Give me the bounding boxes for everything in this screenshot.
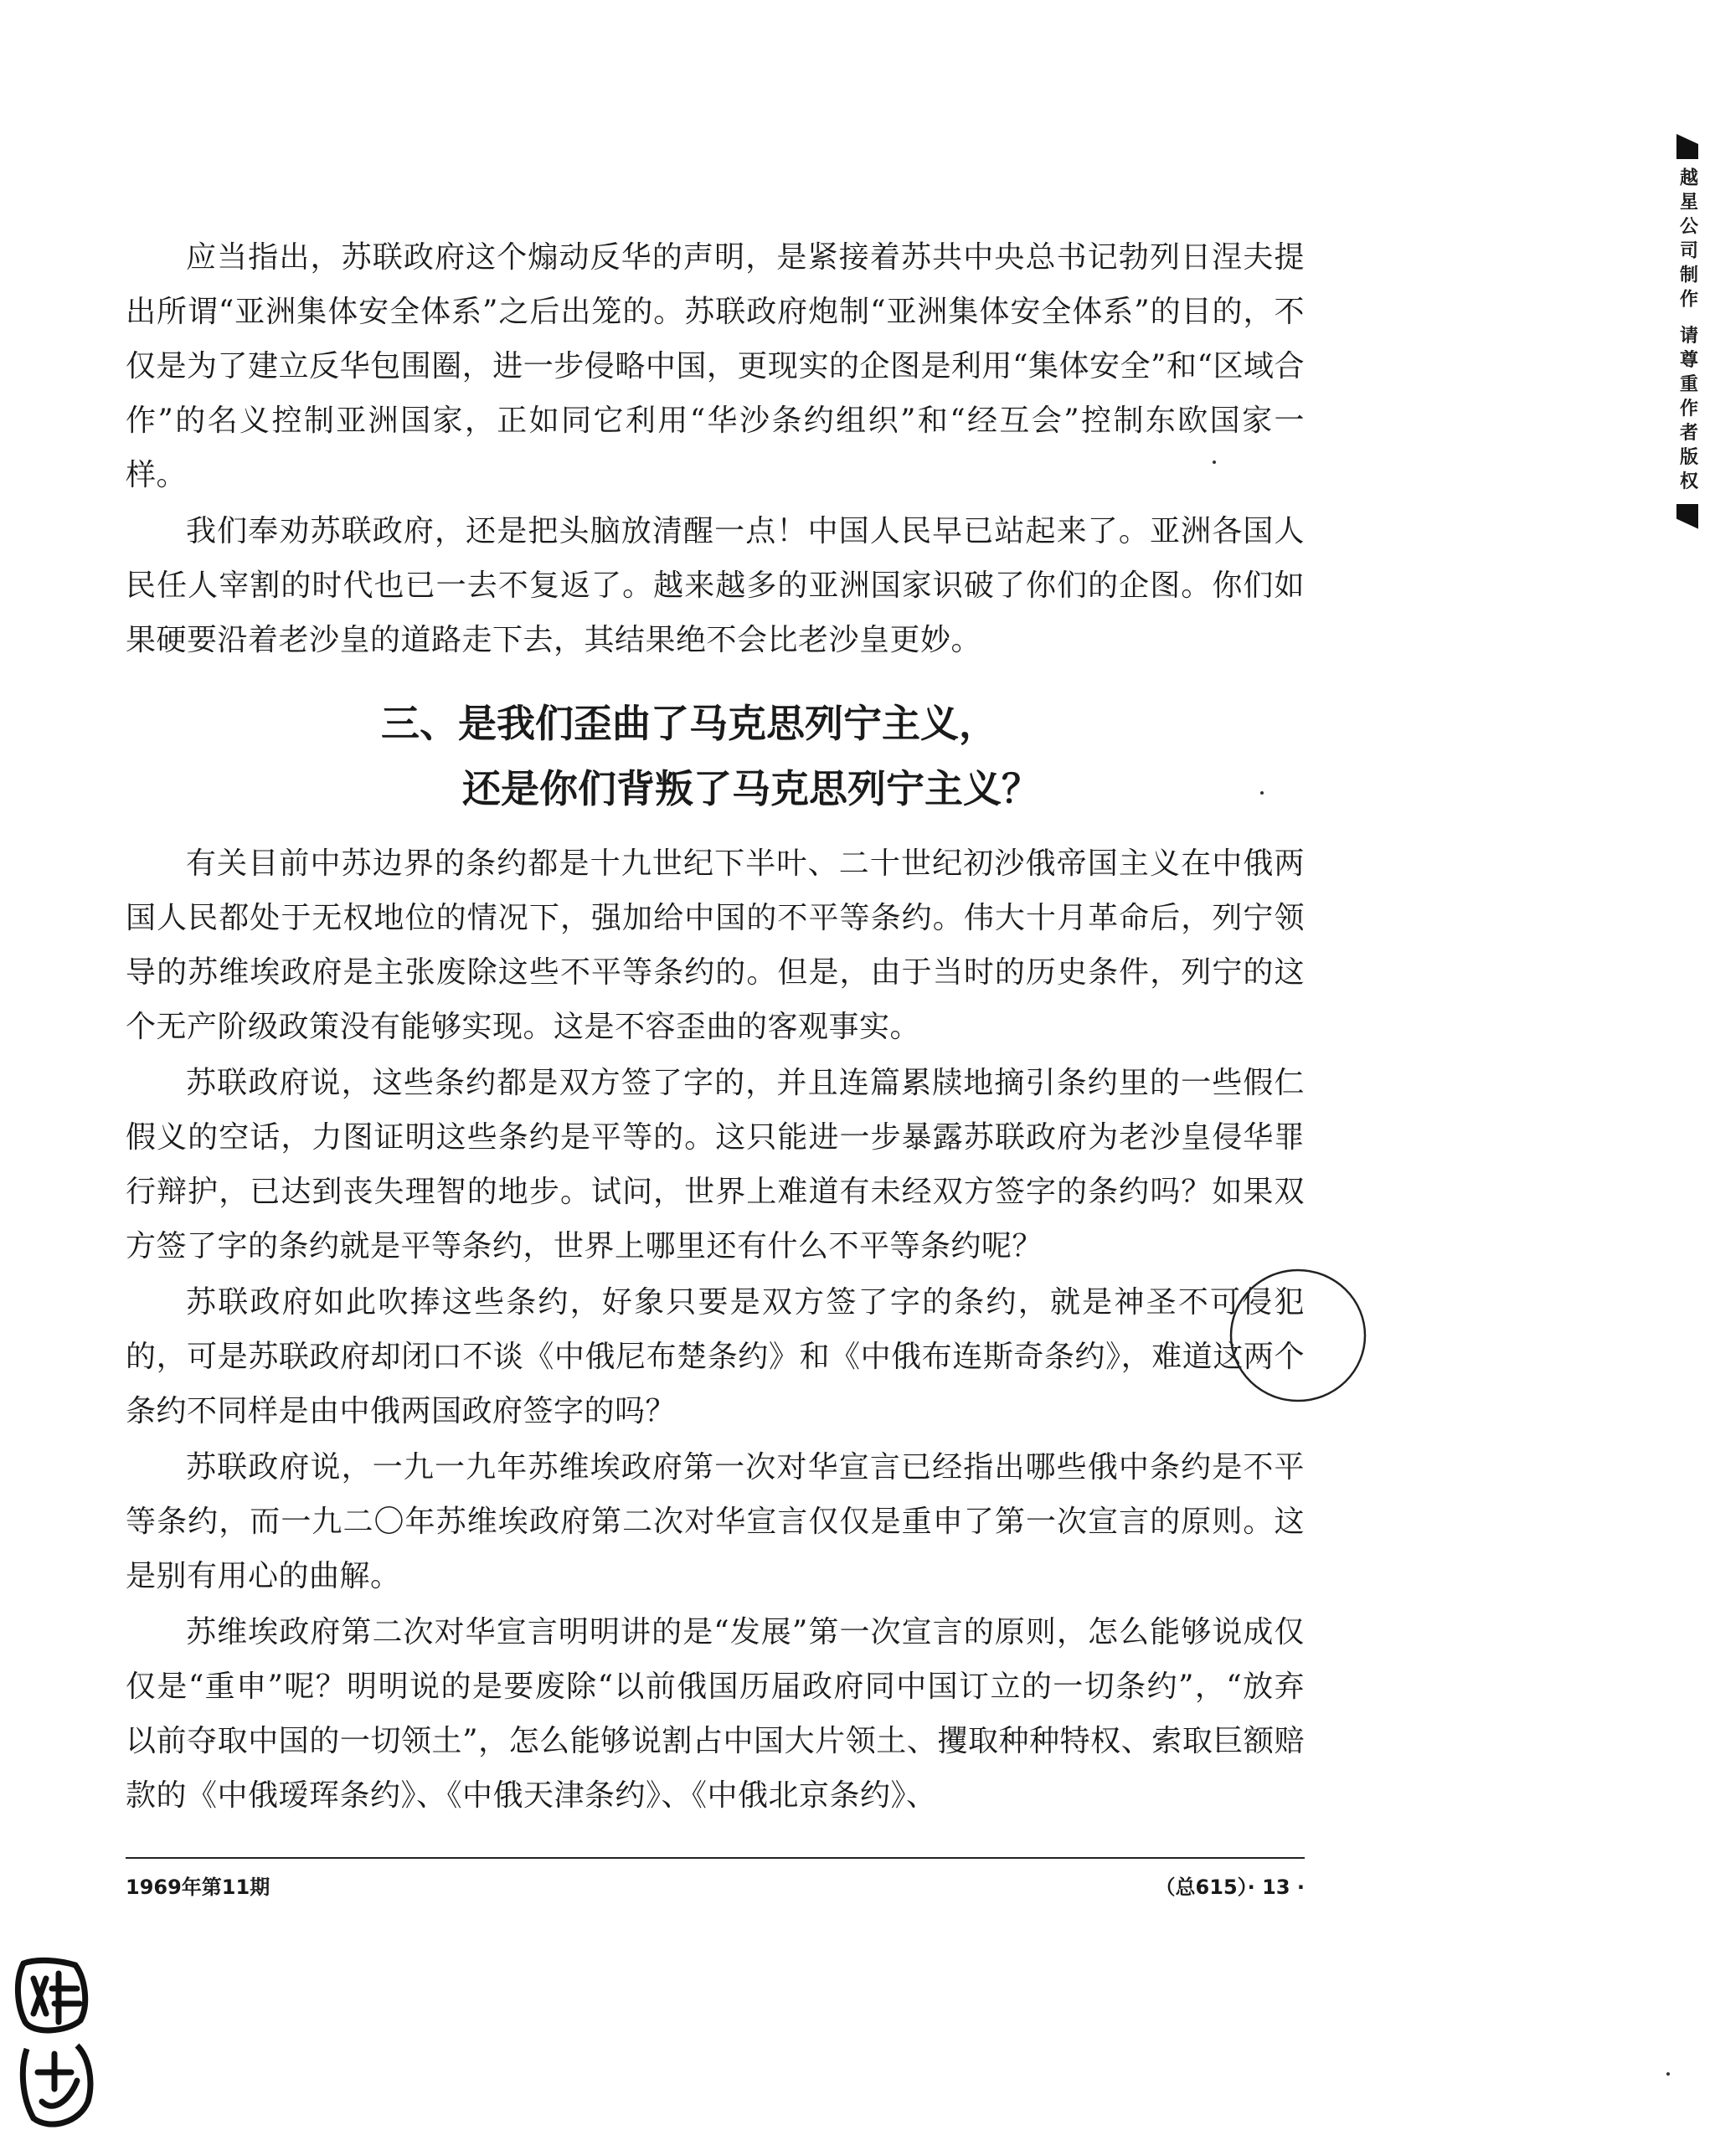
scan-speck [1260,791,1264,795]
scan-speck [1213,461,1216,464]
paragraph-5: 苏联政府如此吹捧这些条约，好象只要是双方签了字的条约，就是神圣不可侵犯的，可是苏联政府却闭口不谈《中俄尼布楚条约》和《中俄布连斯奇条约》，难道这两个条约不同样是由中俄两国政府签字的吗？ [126,1285,1305,1428]
article-body [126,230,1305,1824]
notice-bar-bottom [1676,504,1698,529]
copyright-side-notice [1668,134,1707,529]
paragraph-3: 有关目前中苏边界的条约都是十九世纪下半叶、二十世纪初沙俄帝国主义在中俄两国人民都处于无权地位的情况下，强加给中国的不平等条约。伟大十月革命后，列宁领导的苏维埃政府是主张废除这些不平等条约的。但是，由于当时的历史条件，列宁的这个无产阶级政策没有能够实现。这是不容歪曲的客观事实。 [126,846,1305,1044]
paragraph-7: 苏维埃政府第二次对华宣言明明讲的是“发展”第一次宣言的原则，怎么能够说成仅仅是“重申”呢？明明说的是要废除“以前俄国历届政府同中国订立的一切条约”，“放弃以前夺取中国的一切领土”，怎么能够说割占中国大片领土、攫取种种特权、索取巨额赔款的《中俄瑷珲条约》、《中俄天津条约》、《中俄北京条约》、 [126,1615,1305,1813]
paragraph-6: 苏联政府说，一九一九年苏维埃政府第一次对华宣言已经指出哪些俄中条约是不平等条约，而一九二〇年苏维埃政府第二次对华宣言仅仅是重申了第一次宣言的原则。这是别有用心的曲解。 [126,1450,1305,1593]
section-heading [126,691,1305,821]
issue-label: 1969年第11期 [126,1876,270,1899]
section-heading-line-1: 三、是我们歪曲了马克思列宁主义， [381,701,997,746]
seal-stamp-icon [8,1955,100,2135]
notice-bar-top [1676,134,1698,159]
copyright-notice-text: 越星公司制作 请尊重作者版权 [1676,167,1698,496]
section-heading-line-2: 还是你们背叛了马克思列宁主义？ [462,766,1040,811]
paragraph-2: 我们奉劝苏联政府，还是把头脑放清醒一点！中国人民早已站起来了。亚洲各国人民任人宰割的时代也已一去不复返了。越来越多的亚洲国家识破了你们的企图。你们如果硬要沿着老沙皇的道路走下去，其结果绝不会比老沙皇更妙。 [126,514,1305,657]
page-footer [126,1857,1305,1900]
paragraph-4: 苏联政府说，这些条约都是双方签了字的，并且连篇累牍地摘引条约里的一些假仁假义的空话，力图证明这些条约是平等的。这只能进一步暴露苏联政府为老沙皇侵华罪行辩护，已达到丧失理智的地步。试问，世界上难道有未经双方签字的条约吗？如果双方签了字的条约就是平等条约，世界上哪里还有什么不平等条约呢？ [126,1066,1305,1263]
page-number: （总615）· 13 · [1155,1876,1305,1899]
scan-speck [1666,2072,1670,2076]
paragraph-1: 应当指出，苏联政府这个煽动反华的声明，是紧接着苏共中央总书记勃列日涅夫提出所谓“亚洲集体安全体系”之后出笼的。苏联政府炮制“亚洲集体安全体系”的目的，不仅是为了建立反华包围圈，进一步侵略中国，更现实的企图是利用“集体安全”和“区域合作”的名义控制亚洲国家，正如同它利用“华沙条约组织”和“经互会”控制东欧国家一样。 [126,240,1305,492]
